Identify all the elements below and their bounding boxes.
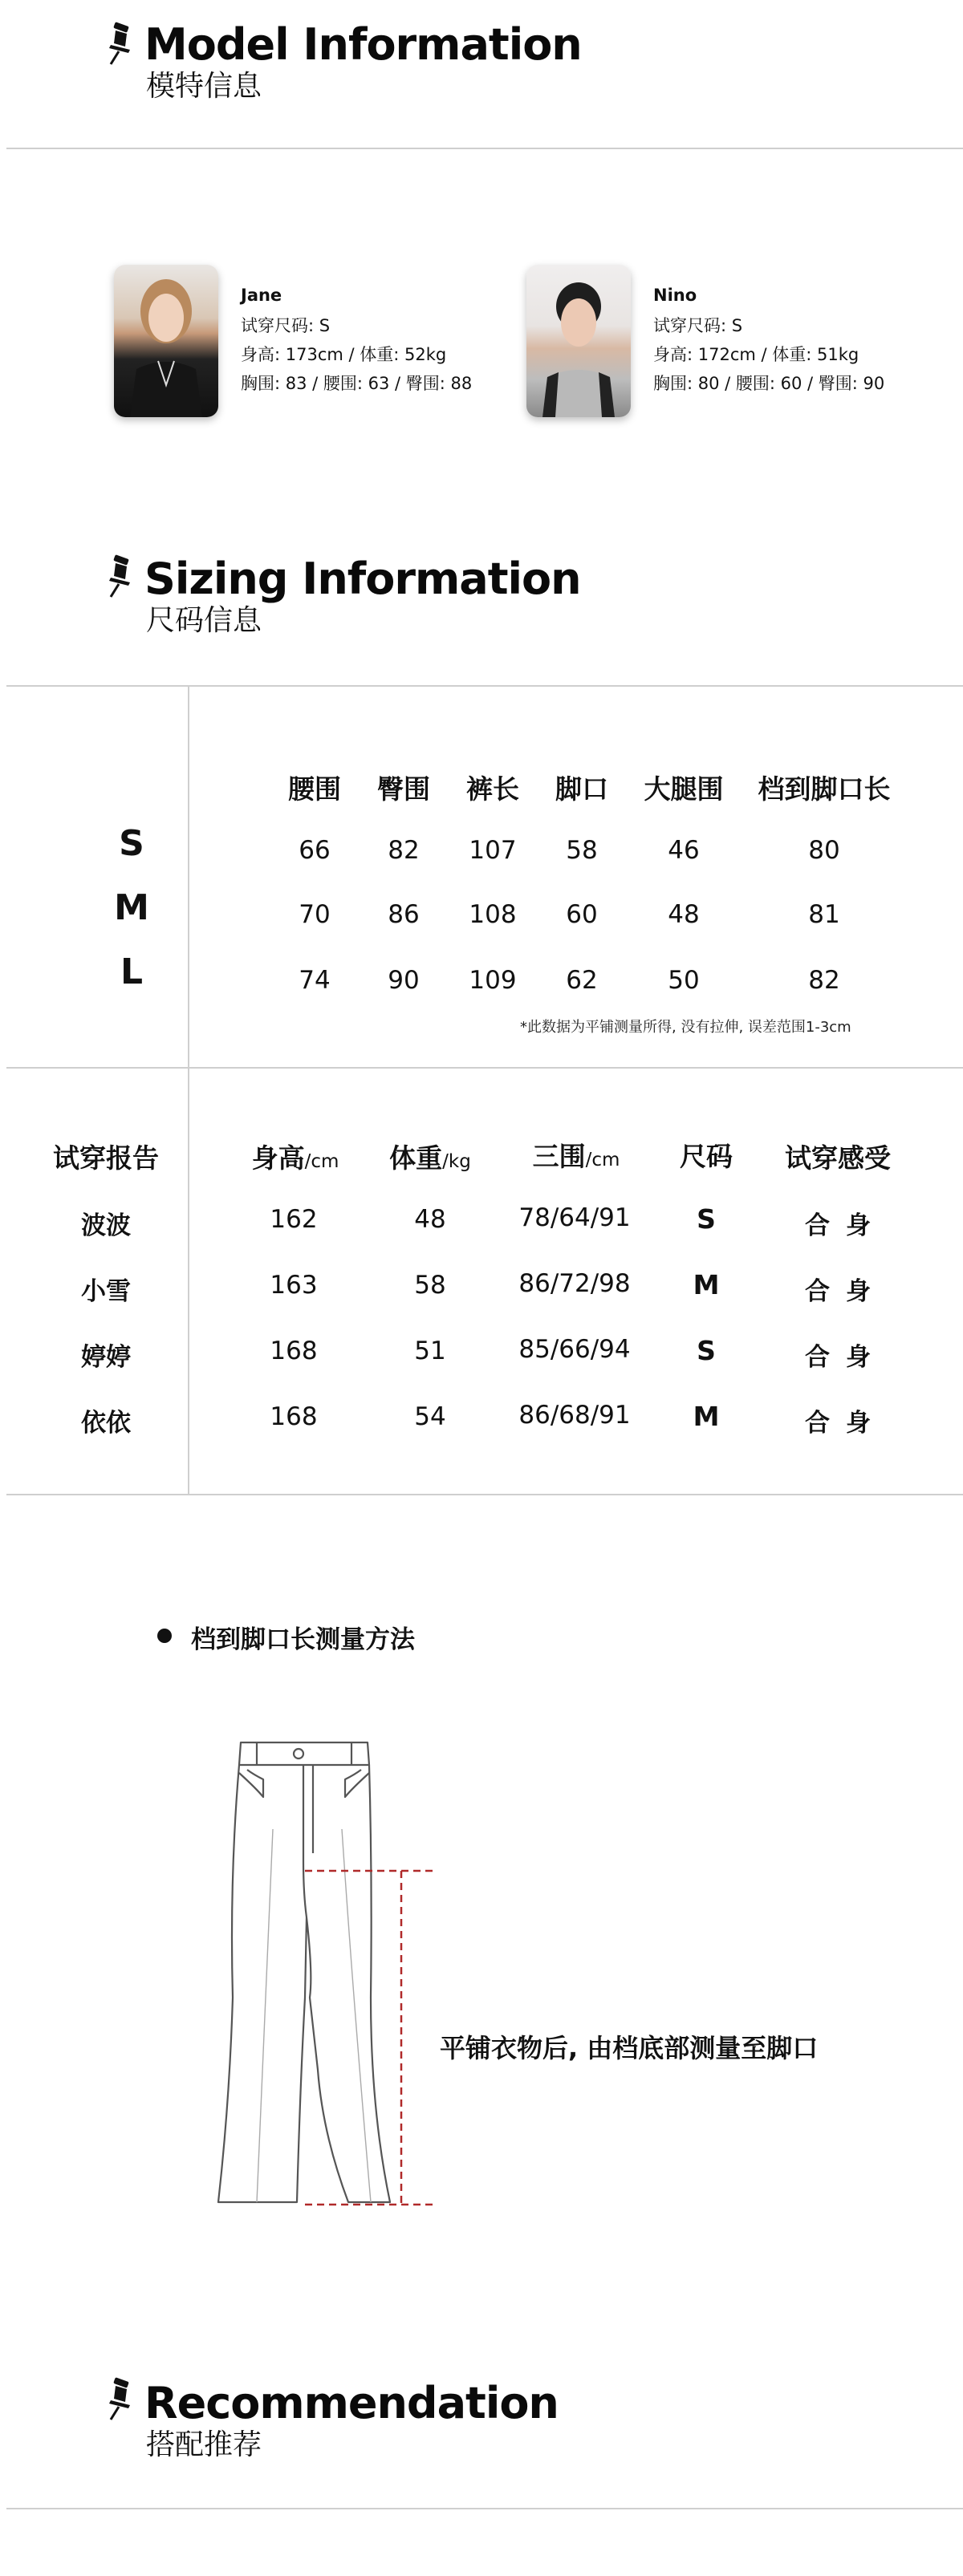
divider — [6, 1067, 963, 1069]
table-cell: 70 — [299, 900, 331, 929]
size-label: M — [114, 887, 149, 928]
measure-method-caption: 平铺衣物后, 由档底部测量至脚口 — [440, 2033, 819, 2063]
pushpin-icon — [103, 2376, 135, 2421]
table-cell: 162 — [270, 1205, 318, 1234]
table-cell: 合身 — [805, 1211, 887, 1240]
table-cell: 合身 — [805, 1343, 887, 1372]
table-cell: 48 — [668, 900, 700, 929]
divider — [6, 1494, 963, 1495]
col-header: 档到脚口长 — [758, 773, 891, 805]
measure-guide — [297, 1861, 441, 2214]
size-label: L — [120, 951, 144, 992]
pushpin-icon — [103, 21, 135, 66]
measure-method-title: 档到脚口长测量方法 — [191, 1625, 415, 1654]
model-photo-nino — [526, 265, 631, 417]
divider — [6, 2508, 963, 2509]
table-cell: 51 — [414, 1337, 446, 1365]
model-info-title: Model Information — [144, 19, 582, 70]
table-cell: 60 — [566, 900, 598, 929]
table-cell: 86/68/91 — [518, 1401, 631, 1430]
table-cell: 58 — [414, 1271, 446, 1300]
col-header: 腰围 — [288, 773, 341, 805]
sizing-info-subtitle: 尺码信息 — [146, 604, 262, 637]
table-cell: 78/64/91 — [518, 1203, 631, 1232]
table-cell: 81 — [808, 900, 840, 929]
divider — [6, 685, 963, 687]
bullet-icon — [157, 1629, 172, 1643]
table-cell: 合身 — [805, 1409, 887, 1438]
col-header: 体重/kg — [389, 1142, 471, 1174]
table-cell: 82 — [388, 836, 420, 865]
col-header: 脚口 — [555, 773, 608, 805]
model-body: 身高: 172cm / 体重: 51kg — [653, 345, 859, 364]
table-cell: 86 — [388, 900, 420, 929]
table-cell: 168 — [270, 1337, 318, 1365]
col-header: 试穿感受 — [785, 1142, 891, 1174]
table-cell: 168 — [270, 1402, 318, 1431]
measurement-note: *此数据为平铺测量所得, 没有拉伸, 误差范围1-3cm — [520, 1019, 851, 1036]
table-cell: 163 — [270, 1271, 318, 1300]
tester-name: 波波 — [81, 1211, 131, 1240]
col-header: 裤长 — [466, 773, 519, 805]
col-header: 大腿围 — [644, 773, 724, 805]
table-cell: 62 — [566, 966, 598, 995]
model-size: 试穿尺码: S — [653, 316, 743, 335]
table-cell: 48 — [414, 1205, 446, 1234]
table-cell: M — [693, 1401, 720, 1432]
table-cell: M — [693, 1269, 720, 1300]
table-cell: 46 — [668, 836, 700, 865]
table-cell: 54 — [414, 1402, 446, 1431]
tester-name: 小雪 — [81, 1277, 131, 1306]
model-measure: 胸围: 83 / 腰围: 63 / 臀围: 88 — [241, 374, 473, 393]
table-cell: 66 — [299, 836, 331, 865]
tester-name: 依依 — [81, 1409, 131, 1438]
table-divider — [188, 687, 189, 1494]
table-cell: 85/66/94 — [518, 1335, 631, 1364]
model-info-subtitle: 模特信息 — [146, 70, 262, 103]
model-measure: 胸围: 80 / 腰围: 60 / 臀围: 90 — [653, 374, 885, 393]
model-name: Nino — [653, 286, 697, 305]
table-cell: 80 — [808, 836, 840, 865]
col-header: 尺码 — [680, 1141, 733, 1172]
model-name: Jane — [241, 286, 282, 305]
tester-name: 婷婷 — [81, 1343, 131, 1372]
table-cell: 74 — [299, 966, 331, 995]
model-photo-jane — [114, 265, 218, 417]
model-size: 试穿尺码: S — [241, 316, 331, 335]
recommendation-subtitle: 搭配推荐 — [146, 2428, 262, 2461]
table-cell: 58 — [566, 836, 598, 865]
col-header: 身高/cm — [251, 1142, 339, 1174]
recommendation-title: Recommendation — [144, 2378, 559, 2428]
table-cell: 合身 — [805, 1277, 887, 1306]
table-cell: 107 — [469, 836, 517, 865]
model-body: 身高: 173cm / 体重: 52kg — [241, 345, 447, 364]
fit-report-title: 试穿报告 — [53, 1142, 159, 1174]
pushpin-icon — [103, 554, 135, 598]
table-cell: S — [697, 1335, 716, 1366]
table-cell: S — [697, 1203, 716, 1235]
table-cell: 108 — [469, 900, 517, 929]
table-cell: 50 — [668, 966, 700, 995]
table-cell: 82 — [808, 966, 840, 995]
size-label: S — [119, 823, 144, 864]
divider — [6, 148, 963, 149]
sizing-info-title: Sizing Information — [144, 554, 581, 604]
table-cell: 90 — [388, 966, 420, 995]
col-header: 三围/cm — [532, 1141, 620, 1172]
col-header: 臀围 — [377, 773, 430, 805]
table-cell: 109 — [469, 966, 517, 995]
table-cell: 86/72/98 — [518, 1269, 631, 1298]
